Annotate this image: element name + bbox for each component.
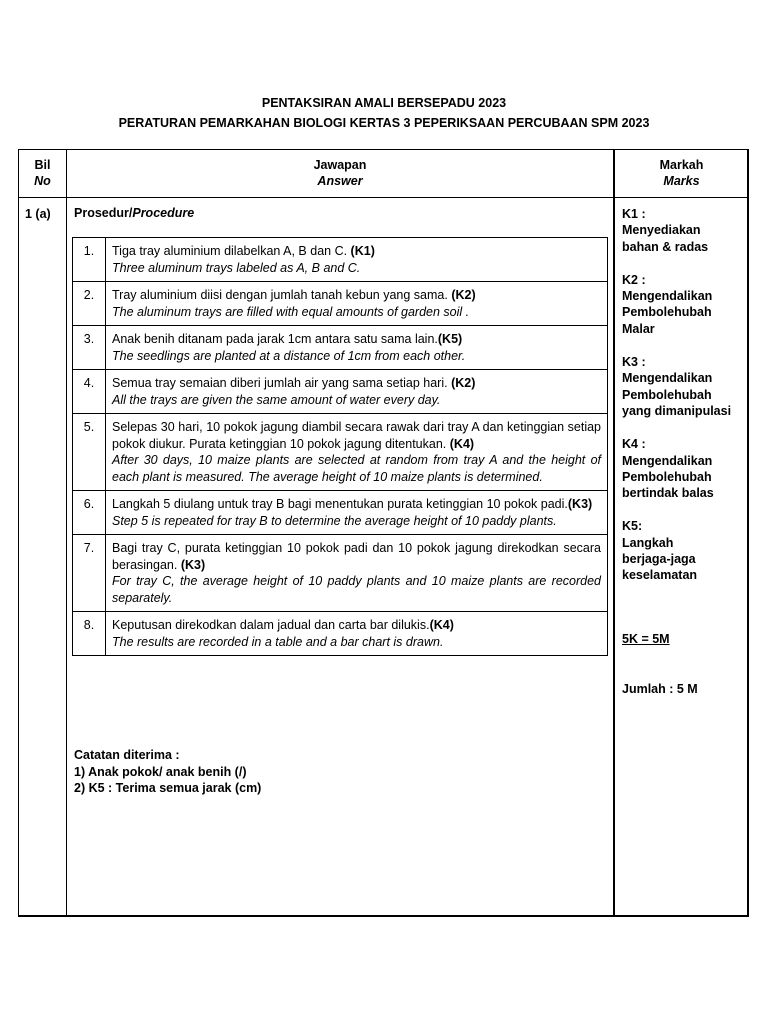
mark-k4: K4 : Mengendalikan Pembolehubah bertindak balas <box>622 437 714 501</box>
step-number: 5. <box>73 414 106 491</box>
step-text <box>106 414 608 491</box>
mark-k5: K5: Langkah berjaga-jaga keselamatan <box>622 519 698 583</box>
procedure-step-row <box>73 535 608 612</box>
notes-block <box>74 747 261 797</box>
step-text <box>106 370 608 414</box>
procedure-step-row <box>73 491 608 535</box>
question-number: 1 (a) <box>25 207 51 221</box>
step-text <box>106 326 608 370</box>
step-k-code: (K3) <box>180 557 206 572</box>
step-text-english: Three aluminum trays labeled as A, B and C. <box>112 260 361 275</box>
document-title: PENTAKSIRAN AMALI BERSEPADU 2023 <box>261 96 507 110</box>
procedure-heading: Prosedur/Procedure <box>74 206 195 220</box>
step-k-code: (K4) <box>429 618 454 632</box>
document-subtitle: PERATURAN PEMARKAHAN BIOLOGI KERTAS 3 PEPERIKSAAN PERCUBAAN SPM 2023 <box>118 116 650 130</box>
step-k-code: (K3) <box>567 497 593 511</box>
total-k: 5K = 5M <box>622 631 670 646</box>
step-number: 1. <box>73 238 106 282</box>
document-titles <box>0 93 768 133</box>
procedure-step-row <box>73 326 608 370</box>
step-text-malay: Anak benih ditanam pada jarak 1cm antara satu sama lain. <box>112 332 438 346</box>
step-text-english: After 30 days, 10 maize plants are selected at random from tray A and the height of each plant is measured. The average height of 10 maize plants is determined. <box>112 453 601 484</box>
column-divider <box>66 150 67 915</box>
note-item: 2) K5 : Terima semua jarak (cm) <box>74 781 262 795</box>
step-text-english: The results are recorded in a table and a bar chart is drawn. <box>112 634 444 649</box>
step-text-malay: Bagi tray C, purata ketinggian 10 pokok padi dan 10 pokok jagung direkodkan secara berasingan. <box>112 541 601 572</box>
header-divider <box>19 197 747 198</box>
step-number: 3. <box>73 326 106 370</box>
note-item: 1) Anak pokok/ anak benih (/) <box>74 764 247 779</box>
step-number: 4. <box>73 370 106 414</box>
procedure-steps-table <box>72 237 608 656</box>
step-k-code: (K2) <box>451 376 476 390</box>
procedure-step-row <box>73 238 608 282</box>
step-number: 8. <box>73 612 106 656</box>
header-markah: Markah Marks <box>659 158 704 188</box>
step-text-malay: Langkah 5 diulang untuk tray B bagi menentukan purata ketinggian 10 pokok padi. <box>112 497 568 511</box>
step-text <box>106 282 608 326</box>
step-k-code: (K5) <box>437 332 463 346</box>
procedure-step-row <box>73 282 608 326</box>
mark-k1: K1 : Menyediakan bahan & radas <box>622 207 709 254</box>
marks-column <box>622 206 750 697</box>
header-jawapan: Jawapan Answer <box>313 158 367 188</box>
step-text-malay: Selepas 30 hari, 10 pokok jagung diambil secara rawak dari tray A dan ketinggian setiap pokok diukur. Purata ketinggian 10 pokok jagung ditentukan. <box>112 420 601 451</box>
step-text <box>106 491 608 535</box>
step-text-english: Step 5 is repeated for tray B to determine the average height of 10 paddy plants. <box>112 513 557 528</box>
step-number: 2. <box>73 282 106 326</box>
step-text <box>106 535 608 612</box>
step-text-malay: Semua tray semaian diberi jumlah air yang sama setiap hari. <box>112 376 452 390</box>
header-bil: Bil No <box>34 158 51 188</box>
step-text <box>106 612 608 656</box>
step-text-malay: Keputusan direkodkan dalam jadual dan carta bar dilukis. <box>112 618 430 632</box>
column-divider <box>613 150 615 915</box>
step-k-code: (K4) <box>449 436 475 451</box>
procedure-step-row <box>73 414 608 491</box>
step-text-malay: Tiga tray aluminium dilabelkan A, B dan C. <box>112 244 351 258</box>
procedure-step-row <box>73 370 608 414</box>
notes-title: Catatan diterima : <box>74 748 180 762</box>
step-text-english: For tray C, the average height of 10 paddy plants and 10 maize plants are recorded separately. <box>112 574 601 605</box>
mark-k3: K3 : Mengendalikan Pembolehubah yang dimanipulasi <box>622 355 732 418</box>
step-number: 7. <box>73 535 106 612</box>
total-marks: Jumlah : 5 M <box>622 681 698 696</box>
marking-scheme-table <box>18 149 749 917</box>
step-text-english: All the trays are given the same amount of water every day. <box>112 392 441 407</box>
mark-k2: K2 : Mengendalikan Pembolehubah Malar <box>622 272 713 336</box>
procedure-step-row <box>73 612 608 656</box>
step-text-english: The aluminum trays are filled with equal amounts of garden soil . <box>112 304 470 319</box>
step-k-code: (K1) <box>350 244 375 258</box>
step-text-english: The seedlings are planted at a distance of 1cm from each other. <box>112 348 466 363</box>
step-text-malay: Tray aluminium diisi dengan jumlah tanah kebun yang sama. <box>112 288 452 302</box>
step-text <box>106 238 608 282</box>
step-k-code: (K2) <box>451 288 476 302</box>
step-number: 6. <box>73 491 106 535</box>
